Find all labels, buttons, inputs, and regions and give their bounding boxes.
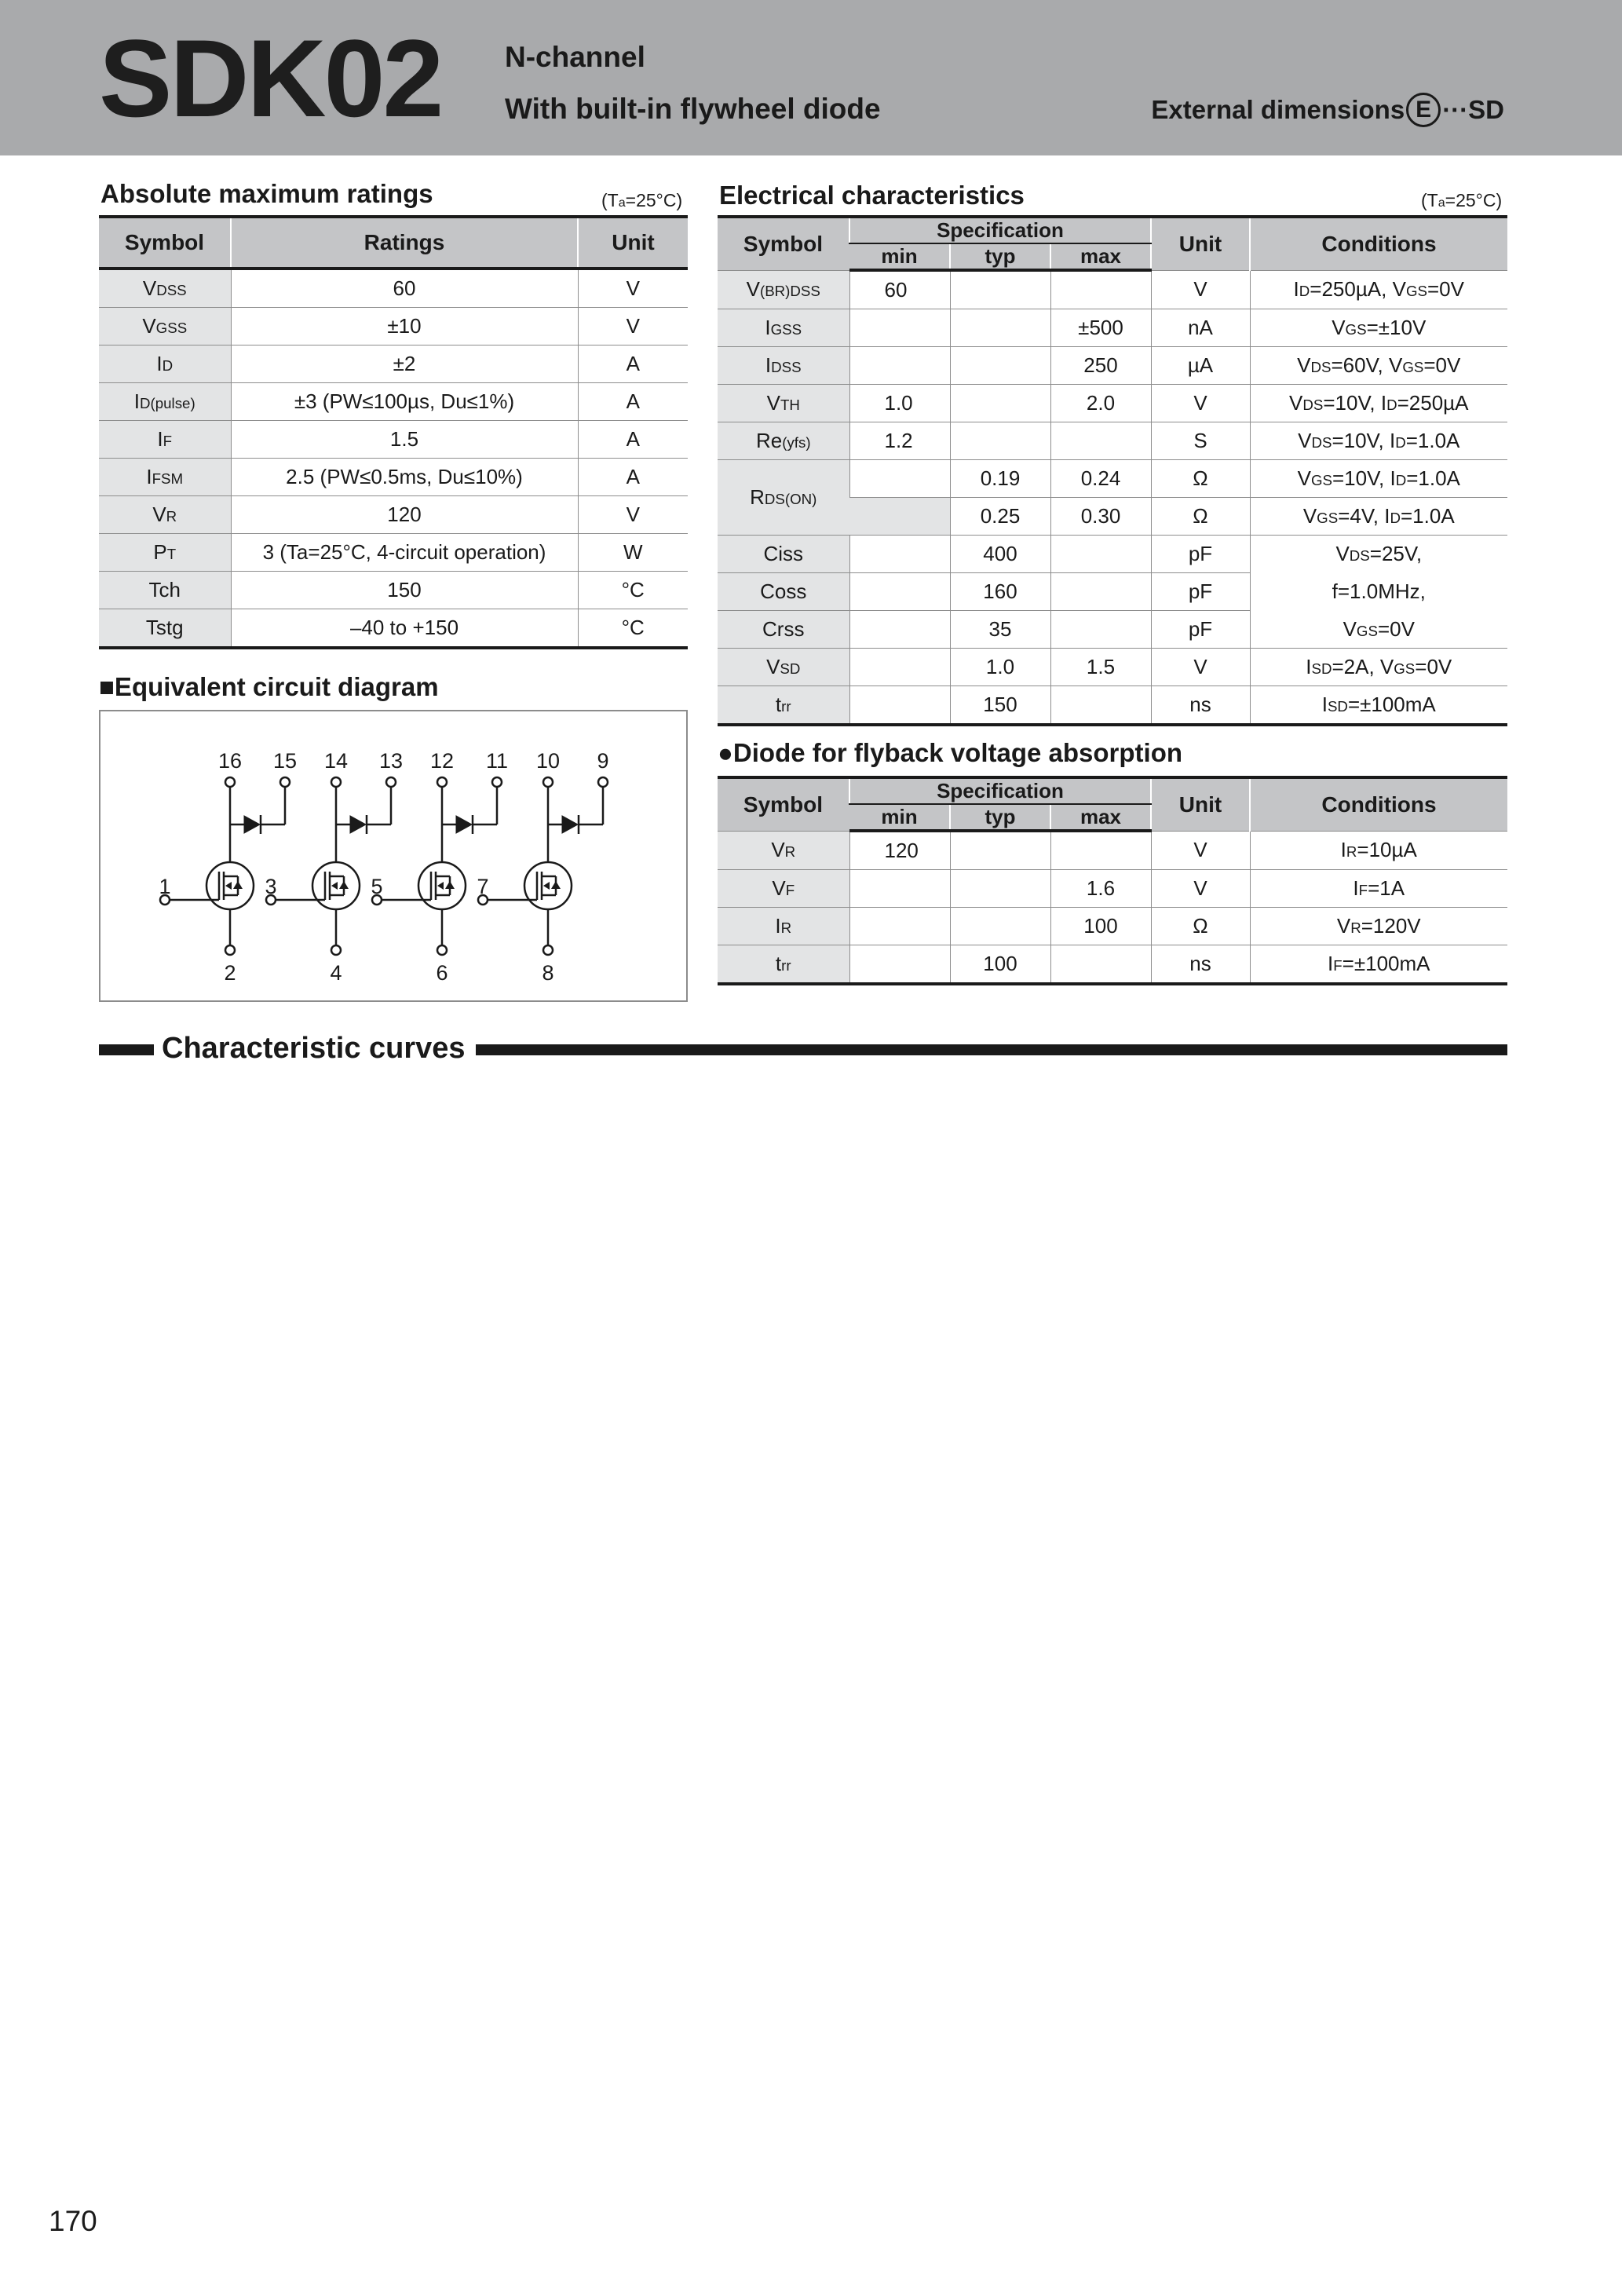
elec-min-cell [849, 649, 950, 686]
elec-typ-cell: 0.25 [950, 498, 1050, 536]
diode-cond-cell: IF=±100mA [1250, 945, 1507, 985]
col-symbol: Symbol [99, 217, 231, 269]
diode-terminal [280, 777, 290, 787]
elec-col-min: min [849, 243, 950, 270]
elec-unit-cell: ns [1151, 686, 1250, 726]
elec-unit-cell: Ω [1151, 498, 1250, 536]
abs-symbol-cell: VDSS [99, 269, 231, 308]
abs-symbol-cell: ID(pulse) [99, 383, 231, 421]
elec-typ-cell: 160 [950, 573, 1050, 611]
diode-terminal [386, 777, 396, 787]
ext-dim-label: External dimensions [1151, 95, 1405, 124]
abs-unit-cell: V [578, 496, 688, 534]
diode-min-cell: 120 [849, 831, 950, 870]
elec-unit-cell: µA [1151, 347, 1250, 385]
model-title: SDK02 [99, 16, 442, 140]
diode-unit-cell: ns [1151, 945, 1250, 985]
abs-rating-cell: 2.5 (PW≤0.5ms, Du≤10%) [231, 459, 578, 496]
abs-symbol-cell: Tch [99, 572, 231, 609]
elec-min-cell [849, 347, 950, 385]
subtitle-channel: N-channel [505, 41, 645, 73]
elec-symbol-cell: IDSS [718, 347, 849, 385]
diode-max-cell: 1.6 [1050, 870, 1151, 908]
elec-min-cell [849, 686, 950, 726]
table-row [718, 686, 1507, 726]
diode-cond-cell: VR=120V [1250, 908, 1507, 945]
drain-terminal [225, 777, 235, 787]
elec-col-spec: Specification [849, 217, 1151, 243]
source-terminal [543, 945, 553, 955]
table-row [718, 385, 1507, 422]
table-row [718, 573, 1507, 611]
elec-cond-cell: VDS=10V, ID=250µA [1250, 385, 1507, 422]
elec-max-cell: ±500 [1050, 309, 1151, 347]
abs-max-table [99, 215, 688, 649]
elec-ta-note: (Ta=25°C) [1421, 190, 1503, 210]
elec-typ-cell: 1.0 [950, 649, 1050, 686]
elec-typ-cell [950, 385, 1050, 422]
header-band [0, 0, 1622, 155]
elec-typ-cell: 150 [950, 686, 1050, 726]
abs-unit-cell: A [578, 345, 688, 383]
elec-unit-cell: nA [1151, 309, 1250, 347]
elec-col-cond: Conditions [1250, 217, 1507, 270]
elec-unit-cell: Ω [1151, 460, 1250, 498]
elec-symbol-cell: VTH [718, 385, 849, 422]
elec-cond-cell: ISD=2A, VGS=0V [1250, 649, 1507, 686]
elec-unit-cell: S [1151, 422, 1250, 460]
table-row [718, 270, 1507, 309]
elec-max-cell [1050, 536, 1151, 573]
abs-symbol-cell: VR [99, 496, 231, 534]
elec-max-cell: 0.24 [1050, 460, 1151, 498]
diode-cond-cell: IF=1A [1250, 870, 1507, 908]
elec-min-cell [849, 611, 950, 649]
diode-col-max: max [1050, 804, 1151, 831]
elec-col-max: max [1050, 243, 1151, 270]
abs-symbol-cell: ID [99, 345, 231, 383]
diode-triangle [456, 816, 472, 833]
abs-rating-cell: ±3 (PW≤100µs, Du≤1%) [231, 383, 578, 421]
diode-min-cell [849, 870, 950, 908]
elec-min-cell: 1.2 [849, 422, 950, 460]
abs-unit-cell: W [578, 534, 688, 572]
diode-typ-cell [950, 831, 1050, 870]
elec-min-cell [849, 460, 950, 498]
curves-bar-left [99, 1044, 154, 1055]
diode-triangle [350, 816, 366, 833]
elec-min-cell [849, 573, 950, 611]
elec-max-cell [1050, 573, 1151, 611]
ext-dim-suffix: ···SD [1442, 95, 1504, 124]
elec-unit-cell: pF [1151, 611, 1250, 649]
elec-unit-cell: V [1151, 649, 1250, 686]
table-row [718, 309, 1507, 347]
elec-cond-cell: VGS=10V, ID=1.0A [1250, 460, 1507, 498]
abs-rating-cell: ±2 [231, 345, 578, 383]
elec-cond-cell: VDS=60V, VGS=0V [1250, 347, 1507, 385]
abs-rating-cell: ±10 [231, 308, 578, 345]
drain-terminal [543, 777, 553, 787]
table-row [718, 422, 1507, 460]
table-row [99, 345, 688, 383]
elec-unit-cell: V [1151, 270, 1250, 309]
elec-symbol-cell: trr [718, 686, 849, 726]
elec-typ-cell [950, 309, 1050, 347]
diode-title: ●Diode for flyback voltage absorption [718, 738, 1183, 767]
table-row [99, 609, 688, 649]
ext-dim-code: E [1406, 93, 1441, 127]
gate-pin-label: 3 [265, 875, 277, 898]
bottom-pin-label: 8 [542, 961, 554, 985]
abs-max-title: Absolute maximum ratings [100, 179, 433, 208]
elec-typ-cell: 0.19 [950, 460, 1050, 498]
table-row [718, 536, 1507, 573]
diode-min-cell [849, 945, 950, 985]
table-row [99, 383, 688, 421]
elec-typ-cell [950, 422, 1050, 460]
table-row [99, 269, 688, 308]
top-pin-label: 9 [597, 749, 609, 773]
elec-cond-cell: VGS=4V, ID=1.0A [1250, 498, 1507, 536]
elec-unit-cell: pF [1151, 573, 1250, 611]
abs-unit-cell: V [578, 269, 688, 308]
diode-symbol-cell: VR [718, 831, 849, 870]
bottom-pin-label: 4 [330, 961, 342, 985]
col-unit: Unit [578, 217, 688, 269]
diode-col-cond: Conditions [1250, 777, 1507, 831]
source-terminal [331, 945, 341, 955]
table-row [99, 572, 688, 609]
elec-col-symbol: Symbol [718, 217, 849, 270]
elec-cond-cell: VDS=10V, ID=1.0A [1250, 422, 1507, 460]
diode-typ-cell [950, 870, 1050, 908]
abs-unit-cell: A [578, 383, 688, 421]
elec-cond-cell: VDS=25V, [1250, 536, 1507, 573]
top-pin-label: 15 [272, 749, 298, 773]
gate-pin-label: 7 [477, 875, 489, 898]
curves-bar-right [476, 1044, 1507, 1055]
elec-unit-cell: V [1151, 385, 1250, 422]
table-row [718, 611, 1507, 649]
curves-title: Characteristic curves [162, 1032, 466, 1065]
elec-title: Electrical characteristics [719, 181, 1025, 210]
elec-min-cell: 1.0 [849, 385, 950, 422]
elec-max-cell: 0.30 [1050, 498, 1151, 536]
table-row [99, 459, 688, 496]
elec-typ-cell: 400 [950, 536, 1050, 573]
abs-symbol-cell: IF [99, 421, 231, 459]
table-row [718, 347, 1507, 385]
elec-max-cell [1050, 686, 1151, 726]
elec-unit-cell: pF [1151, 536, 1250, 573]
elec-min-cell [849, 536, 950, 573]
table-row [718, 945, 1507, 985]
table-row [99, 496, 688, 534]
elec-typ-cell [950, 270, 1050, 309]
page-number: 170 [49, 2205, 97, 2237]
top-pin-label: 13 [378, 749, 404, 773]
elec-col-unit: Unit [1151, 217, 1250, 270]
elec-max-cell: 1.5 [1050, 649, 1151, 686]
elec-max-cell: 2.0 [1050, 385, 1151, 422]
source-terminal [437, 945, 447, 955]
diode-col-min: min [849, 804, 950, 831]
diode-col-unit: Unit [1151, 777, 1250, 831]
diode-triangle [244, 816, 260, 833]
elec-col-typ: typ [950, 243, 1050, 270]
diode-col-spec: Specification [849, 777, 1151, 804]
abs-rating-cell: 120 [231, 496, 578, 534]
diode-col-typ: typ [950, 804, 1050, 831]
elec-min-cell: 60 [849, 270, 950, 309]
abs-unit-cell: A [578, 459, 688, 496]
circuit-svg [100, 711, 686, 1000]
elec-max-cell [1050, 611, 1151, 649]
elec-symbol-cell: VSD [718, 649, 849, 686]
bottom-pin-label: 2 [224, 961, 236, 985]
bottom-pin-label: 6 [436, 961, 448, 985]
elec-min-cell [849, 309, 950, 347]
abs-unit-cell: V [578, 308, 688, 345]
abs-rating-cell: 3 (Ta=25°C, 4-circuit operation) [231, 534, 578, 572]
elec-cond-cell: f=1.0MHz, [1250, 573, 1507, 611]
abs-rating-cell: 60 [231, 269, 578, 308]
diode-symbol-cell: IR [718, 908, 849, 945]
drain-terminal [437, 777, 447, 787]
abs-rating-cell: 1.5 [231, 421, 578, 459]
diode-typ-cell [950, 908, 1050, 945]
table-row [99, 308, 688, 345]
table-row [718, 649, 1507, 686]
elec-symbol-cell: V(BR)DSS [718, 270, 849, 309]
diode-unit-cell: V [1151, 870, 1250, 908]
subtitle-diode: With built-in flywheel diode [505, 93, 881, 125]
abs-symbol-cell: PT [99, 534, 231, 572]
diode-max-cell [1050, 831, 1151, 870]
diode-cond-cell: IR=10µA [1250, 831, 1507, 870]
top-pin-label: 11 [485, 749, 509, 773]
top-pin-label: 12 [429, 749, 455, 773]
diode-max-cell: 100 [1050, 908, 1151, 945]
table-row [99, 534, 688, 572]
gate-pin-label: 1 [159, 875, 171, 898]
elec-cond-cell: ISD=±100mA [1250, 686, 1507, 726]
table-row [718, 870, 1507, 908]
elec-max-cell [1050, 270, 1151, 309]
abs-rating-cell: 150 [231, 572, 578, 609]
circuit-title: ■Equivalent circuit diagram [99, 672, 439, 701]
table-row [718, 460, 1507, 498]
diode-symbol-cell: VF [718, 870, 849, 908]
abs-unit-cell: A [578, 421, 688, 459]
diode-unit-cell: V [1151, 831, 1250, 870]
source-terminal [225, 945, 235, 955]
elec-typ-cell [950, 347, 1050, 385]
elec-cond-cell: VGS=±10V [1250, 309, 1507, 347]
table-row [718, 908, 1507, 945]
drain-terminal [331, 777, 341, 787]
diode-min-cell [849, 908, 950, 945]
diode-typ-cell: 100 [950, 945, 1050, 985]
diode-col-symbol: Symbol [718, 777, 849, 831]
diode-max-cell [1050, 945, 1151, 985]
abs-symbol-cell: Tstg [99, 609, 231, 649]
elec-typ-cell: 35 [950, 611, 1050, 649]
abs-symbol-cell: VGSS [99, 308, 231, 345]
elec-min-cell [849, 498, 950, 536]
elec-cond-cell: VGS=0V [1250, 611, 1507, 649]
col-ratings: Ratings [231, 217, 578, 269]
elec-max-cell: 250 [1050, 347, 1151, 385]
abs-unit-cell: °C [578, 609, 688, 649]
diode-unit-cell: Ω [1151, 908, 1250, 945]
elec-symbol-cell: Re(yfs) [718, 422, 849, 460]
elec-symbol-cell: Ciss [718, 536, 849, 573]
diode-table [718, 776, 1507, 985]
circuit-diagram [99, 710, 688, 1002]
elec-table [718, 215, 1507, 726]
elec-symbol-cell: RDS(ON) [718, 460, 849, 536]
top-pin-label: 10 [535, 749, 561, 773]
top-pin-label: 16 [217, 749, 243, 773]
abs-unit-cell: °C [578, 572, 688, 609]
elec-symbol-cell: Coss [718, 573, 849, 611]
diode-symbol-cell: trr [718, 945, 849, 985]
table-row [718, 831, 1507, 870]
gate-pin-label: 5 [371, 875, 383, 898]
diode-triangle [562, 816, 578, 833]
abs-symbol-cell: IFSM [99, 459, 231, 496]
external-dimensions [1151, 93, 1504, 127]
elec-symbol-cell: Crss [718, 611, 849, 649]
elec-max-cell [1050, 422, 1151, 460]
top-pin-label: 14 [323, 749, 349, 773]
diode-terminal [598, 777, 608, 787]
abs-max-ta-note: (Ta=25°C) [601, 190, 683, 210]
table-row [99, 421, 688, 459]
diode-terminal [492, 777, 502, 787]
elec-cond-cell: ID=250µA, VGS=0V [1250, 270, 1507, 309]
elec-symbol-cell: IGSS [718, 309, 849, 347]
abs-rating-cell: –40 to +150 [231, 609, 578, 649]
